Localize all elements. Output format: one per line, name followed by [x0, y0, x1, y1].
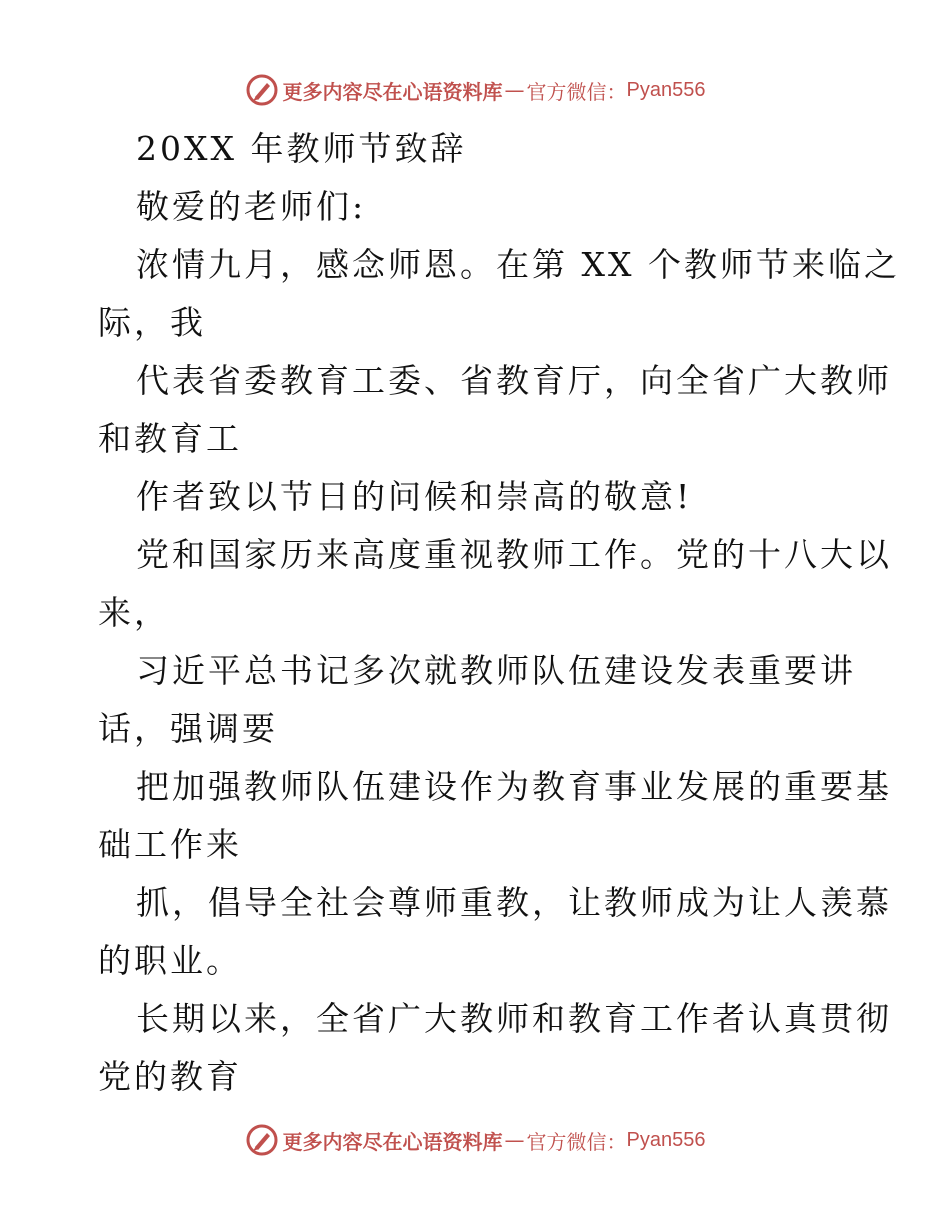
text-line: 代表省委教育工委、省教育厅，向全省广大教师 — [136, 361, 892, 400]
text-line: 际，我 — [98, 303, 206, 342]
watermark-wechat-label: 官方微信： — [526, 79, 627, 104]
watermark-account: Pyan556 — [626, 1128, 706, 1151]
watermark-brand: 更多内容尽在心语资料库 — [282, 1129, 503, 1154]
pen-logo-icon — [245, 73, 279, 107]
watermark-account: Pyan556 — [626, 78, 706, 101]
text-line: 话，强调要 — [98, 709, 278, 748]
text-line: 抓，倡导全社会尊师重教，让教师成为让人羡慕 — [136, 883, 892, 922]
text-line: 和教育工 — [98, 419, 242, 458]
watermark-dash: — — [504, 1128, 525, 1152]
text-line: 浓情九月，感念师恩。在第 XX 个教师节来临之 — [136, 245, 900, 284]
header-watermark — [0, 70, 950, 110]
watermark-dash: — — [504, 78, 525, 102]
text-line: 习近平总书记多次就教师队伍建设发表重要讲 — [136, 651, 856, 690]
text-line: 把加强教师队伍建设作为教育事业发展的重要基 — [136, 767, 892, 806]
document-body — [98, 120, 900, 1106]
document-title: 20XX 年教师节致辞 — [136, 129, 467, 168]
watermark-brand: 更多内容尽在心语资料库 — [282, 79, 503, 104]
pen-logo-icon — [245, 1123, 279, 1157]
text-line: 础工作来 — [98, 825, 242, 864]
text-line: 作者致以节日的问候和崇高的敬意! — [136, 477, 693, 516]
text-line: 来， — [98, 593, 170, 632]
text-line: 党的教育 — [98, 1057, 242, 1096]
footer-watermark — [0, 1120, 950, 1160]
salutation: 敬爱的老师们: — [136, 187, 367, 226]
watermark-wechat-label: 官方微信： — [526, 1129, 627, 1154]
text-line: 长期以来，全省广大教师和教育工作者认真贯彻 — [136, 999, 892, 1038]
text-line: 的职业。 — [98, 941, 242, 980]
text-line: 党和国家历来高度重视教师工作。党的十八大以 — [136, 535, 892, 574]
